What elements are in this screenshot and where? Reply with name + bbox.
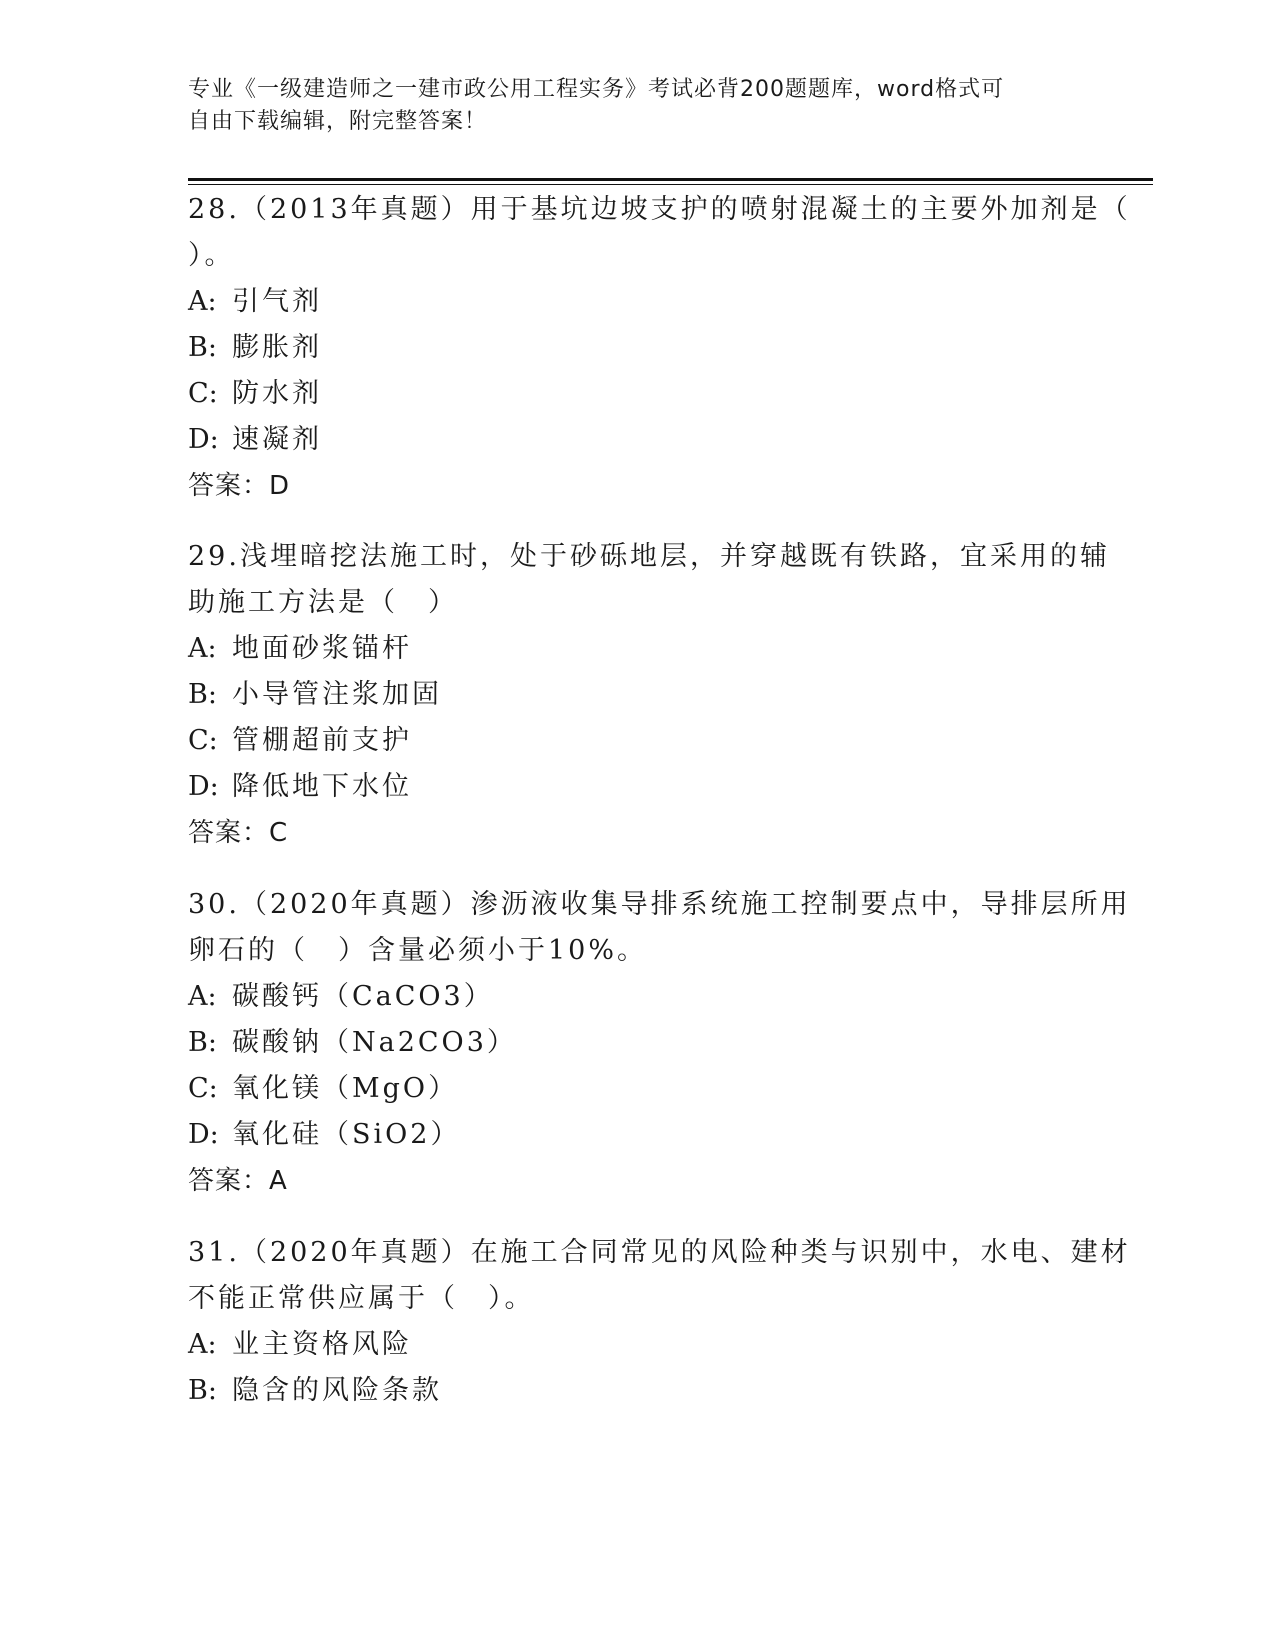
answer-value: D [269,471,291,501]
option-b [188,672,1088,718]
option-b [188,1368,1088,1414]
option-key: A: [188,633,217,664]
header-divider-thick [188,178,1153,181]
option-key: A: [188,981,217,1012]
option-key: D: [188,1119,219,1150]
option-key: A: [188,286,217,317]
option-text: 引气剂 [232,286,322,317]
option-text: 速凝剂 [232,424,322,455]
option-d [188,1112,1088,1158]
answer-label: 答案： [188,471,270,501]
question-stem-line: ）。 [188,240,235,271]
option-d [188,764,1088,810]
question-28 [188,187,1131,509]
option-key: D: [188,771,219,802]
answer-value: A [269,1166,288,1196]
option-d [188,417,1088,463]
option-c [188,371,1088,417]
question-stem-line: 30.（2020年真题）渗沥液收集导排系统施工控制要点中，导排层所用 [188,889,1131,920]
option-text: 管棚超前支护 [232,725,412,756]
option-key: D: [188,424,219,455]
option-a [188,974,1088,1020]
option-key: C: [188,725,218,756]
option-text: 氧化硅（SiO2） [232,1119,461,1150]
answer-label: 答案： [188,818,270,848]
document-header [188,74,1088,138]
option-text: 业主资格风险 [232,1329,412,1360]
option-text: 防水剂 [232,378,322,409]
question-30 [188,882,1131,1204]
question-stem-line: 29.浅埋暗挖法施工时，处于砂砾地层，并穿越既有铁路，宜采用的辅 [188,541,1110,572]
option-text: 碳酸钠（Na2CO3） [232,1027,517,1058]
question-stem-line: 卵石的（ ）含量必须小于10%。 [188,935,648,966]
option-text: 隐含的风险条款 [232,1375,442,1406]
option-a [188,279,1088,325]
option-text: 碳酸钙（CaCO3） [232,981,494,1012]
option-key: C: [188,378,218,409]
option-text: 膨胀剂 [232,332,322,363]
answer-line [188,463,1088,509]
header-divider-thin [188,184,1153,185]
answer-value: C [269,818,289,848]
option-a [188,626,1088,672]
question-31 [188,1230,1131,1414]
header-line-1: 专业《一级建造师之一建市政公用工程实务》考试必背200题题库，word格式可 [188,77,1005,102]
option-text: 氧化镁（MgO） [232,1073,459,1104]
option-c [188,1066,1088,1112]
option-text: 小导管注浆加固 [232,679,442,710]
question-stem-line: 31.（2020年真题）在施工合同常见的风险种类与识别中，水电、建材 [188,1237,1131,1268]
option-b [188,325,1088,371]
option-a [188,1322,1088,1368]
question-stem-line: 28.（2013年真题）用于基坑边坡支护的喷射混凝土的主要外加剂是（ [188,194,1131,225]
answer-line [188,810,1088,856]
option-key: B: [188,1027,217,1058]
answer-label: 答案： [188,1166,270,1196]
question-stem-line: 助施工方法是（ ） [188,587,458,618]
answer-line [188,1158,1088,1204]
question-29 [188,534,1110,856]
question-stem-line: 不能正常供应属于（ ）。 [188,1283,535,1314]
option-text: 地面砂浆锚杆 [232,633,412,664]
option-key: B: [188,1375,217,1406]
option-key: A: [188,1329,217,1360]
option-c [188,718,1088,764]
option-key: C: [188,1073,218,1104]
option-key: B: [188,332,217,363]
option-text: 降低地下水位 [232,771,412,802]
option-key: B: [188,679,217,710]
header-line-2: 自由下载编辑，附完整答案！ [188,109,488,134]
option-b [188,1020,1088,1066]
